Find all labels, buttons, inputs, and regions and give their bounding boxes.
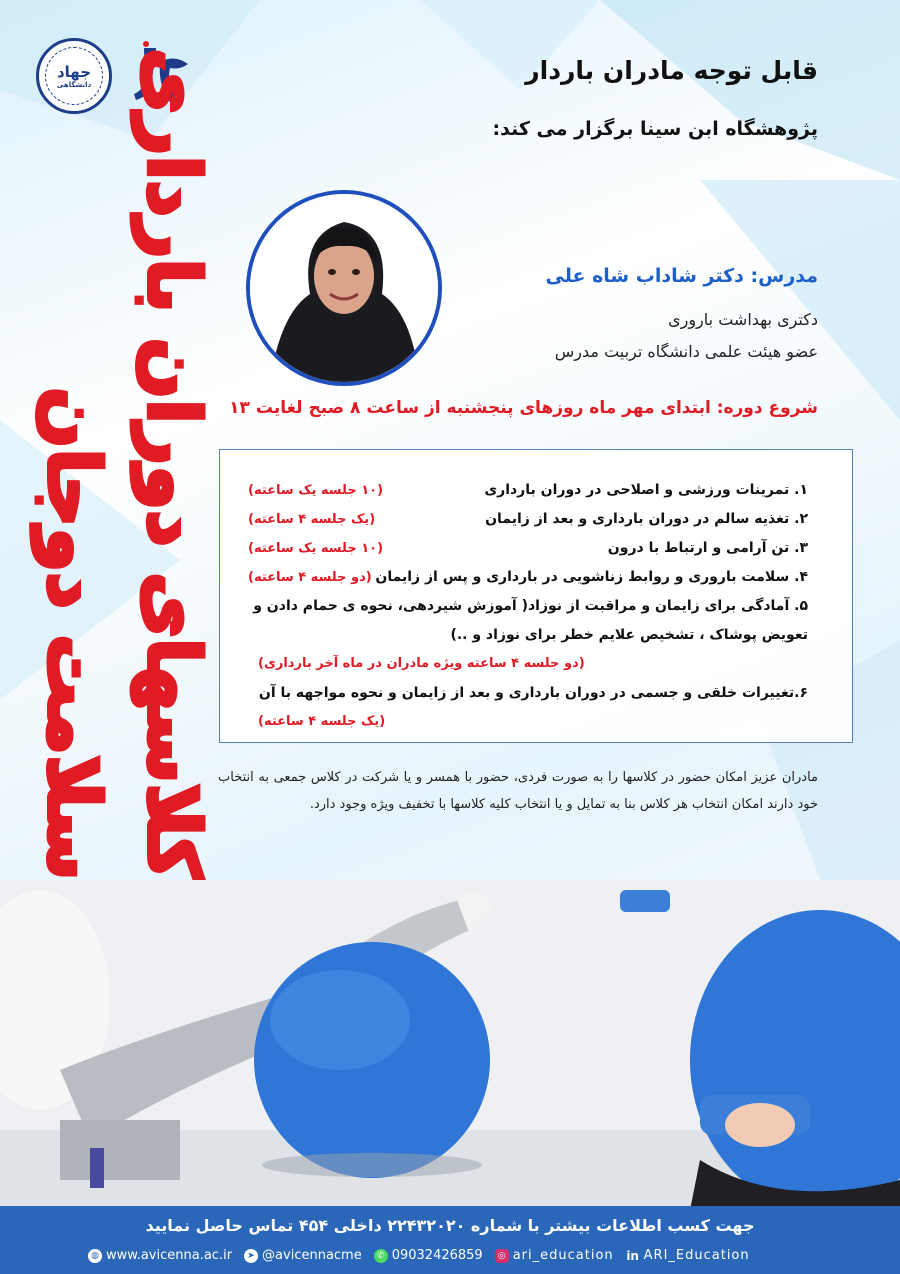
topic-1: ۱. تمرینات ورزشی و اصلاحی در دوران بارداری bbox=[484, 482, 808, 498]
instagram-text: ari_education bbox=[512, 1248, 614, 1263]
title-line-2: سلامت دوجان bbox=[32, 386, 116, 880]
linkedin-link[interactable] bbox=[626, 1248, 750, 1263]
topic-2: ۲. تغذیه سالم در دوران بارداری و بعد از زایمان bbox=[485, 511, 808, 527]
teacher-name: مدرس: دکتر شاداب شاه علی bbox=[545, 265, 818, 287]
jahad-logo-text: جهاد bbox=[56, 63, 92, 81]
instagram-icon: ◎ bbox=[495, 1249, 509, 1263]
description: مادران عزیز امکان حضور در کلاسها را به صورت فردی، حضور با همسر و یا شرکت در کلاس جمعی به انتخاب خود دارند امکان انتخاب هر کلاس بنا به تمایل و یا انتخاب کلیه کلاسها با تخفیف ویژه وجود دارد. bbox=[218, 770, 818, 812]
telegram-icon: ➤ bbox=[244, 1249, 258, 1263]
footer bbox=[0, 1206, 900, 1274]
topic-4-note: (دو جلسه ۴ ساعته) bbox=[248, 570, 372, 585]
whatsapp-link[interactable] bbox=[374, 1248, 483, 1263]
topic-6-note: (یک جلسه ۴ ساعته) bbox=[258, 714, 386, 729]
exercise-photo bbox=[0, 880, 900, 1210]
topics-box bbox=[219, 449, 853, 743]
teacher-affiliation: عضو هیئت علمی دانشگاه تربیت مدرس bbox=[554, 342, 818, 361]
topic-2-note: (یک جلسه ۴ ساعته) bbox=[248, 512, 376, 527]
header-line-2: پژوهشگاه ابن سینا برگزار می کند: bbox=[492, 118, 818, 140]
footer-links bbox=[88, 1248, 750, 1263]
topic-3-note: (۱۰ جلسه یک ساعته) bbox=[248, 541, 384, 556]
topic-1-note: (۱۰ جلسه یک ساعته) bbox=[248, 483, 384, 498]
jahad-logo bbox=[36, 38, 112, 114]
telegram-link[interactable] bbox=[244, 1248, 362, 1263]
topic-5-continued: تعویض پوشاک ، تشخیص علایم خطر برای نوزاد و ..) bbox=[450, 627, 808, 643]
whatsapp-text: 09032426859 bbox=[391, 1248, 483, 1263]
linkedin-icon: in bbox=[626, 1248, 639, 1263]
topic-5-note: (دو جلسه ۴ ساعته ویژه مادران در ماه آخر بارداری) bbox=[258, 656, 585, 671]
topic-6: ۶.تغییرات خلقی و جسمی در دوران بارداری و بعد از زایمان و نحوه مواجهه با آن bbox=[258, 685, 808, 701]
jahad-logo-subtext: دانشگاهی bbox=[56, 81, 92, 89]
topic-3: ۳. تن آرامی و ارتباط با درون bbox=[607, 540, 808, 556]
title-line-1: کلاسهای دوران بارداری bbox=[132, 48, 216, 880]
course-start: شروع دوره: ابتدای مهر ماه روزهای پنجشنبه از ساعت ۸ صبح لغایت ۱۳ bbox=[229, 398, 818, 418]
telegram-text: @avicennacme bbox=[262, 1248, 362, 1263]
website-link[interactable] bbox=[88, 1248, 232, 1263]
instagram-link[interactable] bbox=[495, 1248, 614, 1263]
linkedin-text: ARI_Education bbox=[643, 1248, 750, 1263]
topic-4: ۴. سلامت باروری و روابط زناشویی در بارداری و پس از زایمان bbox=[375, 569, 808, 585]
whatsapp-icon: ✆ bbox=[374, 1249, 388, 1263]
globe-icon: ◍ bbox=[88, 1249, 102, 1263]
teacher-degree: دکتری بهداشت باروری bbox=[668, 310, 818, 329]
header-line-1: قابل توجه مادران باردار bbox=[525, 56, 818, 85]
website-text: www.avicenna.ac.ir bbox=[106, 1248, 233, 1263]
footer-contact: جهت کسب اطلاعات بیشتر با شماره ۲۲۴۳۲۰۲۰ داخلی ۴۵۴ تماس حاصل نمایید bbox=[145, 1216, 755, 1235]
topic-5: ۵. آمادگی برای زایمان و مراقبت از نوزاد( آموزش شیردهی، نحوه ی حمام دادن و bbox=[253, 598, 808, 614]
